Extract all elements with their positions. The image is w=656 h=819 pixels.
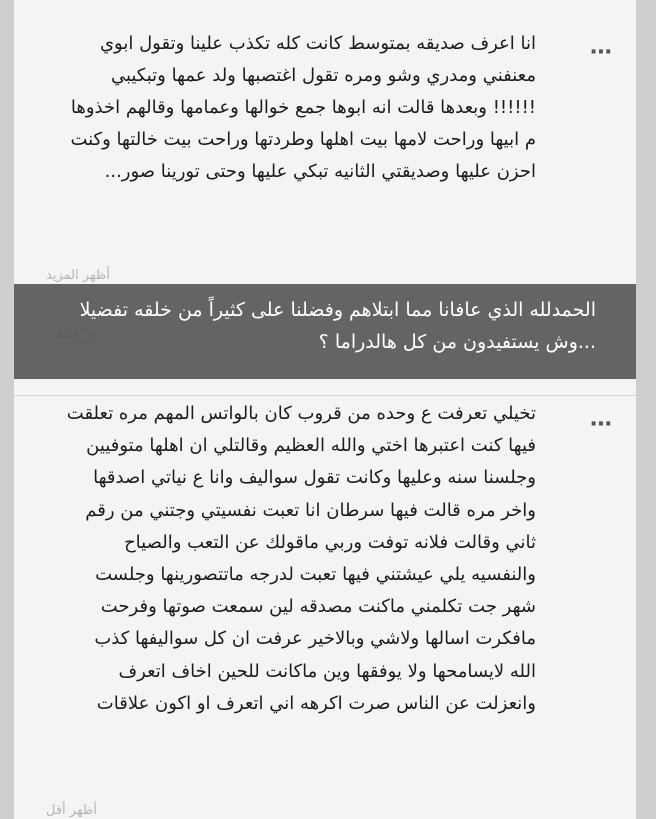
show-less-link[interactable]: أظهر أقل [46,803,97,818]
caption-overlay [14,284,636,379]
left-edge [0,0,14,819]
right-edge [636,0,656,819]
caption-text: الحمدلله الذي عافانا مما ابتلاهم وفضلنا على كثيراً من خلقه تفضيلا ...وش يستفيدون من كل هالدراما ؟ [79,299,596,353]
post-text-1: انا اعرف صديقه بمتوسط كانت كله تكذب علينا وتقول ابوي معنفني ومدري وشو ومره تقول اغتصبها ولد عمها وتبكيبي !!!!!! وبعدها قالت انه ابوها جمع خوالها وعمامها وقالهم اخذوها م ابيها وراحت لامها بيت اهلها وطردتها وراحت بيت خالتها وكنت احزن عليها وصديقتي الثانيه تبكي عليها وحتى تورينا صور... [70,33,536,182]
more-options-icon[interactable]: ⋯ [590,412,614,437]
more-options-icon[interactable]: ⋯ [590,40,614,65]
post-text-2: تخيلي تعرفت ع وحده من قروب كان بالواتس المهم مره تعلقت فيها كنت اعتبرها اختي والله العظيم وقالتلي ان اهلها متوفيين وجلسنا سنه وعليها وكانت تقول سواليف وانا ع نياتي اصدقها واخر مره قالت فيها سرطان انا تعبت نفسيتي وجتني من رقم ثاني وقالت فلانه توفت وربي ماقولك عن التعب والصياح والنفسيه يلي عيشتني فيها تعبت لدرجه ماتتصورينها وجلست شهر جت تكلمني ماكنت مصدقه لين سمعت صوتها وفرحت مافكرت اسالها ولاشي وبالاخير عرفت ان كل سواليفها كذب الله لايسامحها ولا يوفقها وين ماكانت للحين اخاف اتعرف وانعزلت عن الناس صرت اكرهه اني اتعرف او اكون علاقات [66,403,536,714]
show-more-link[interactable]: أظهر المزيد [46,268,110,283]
